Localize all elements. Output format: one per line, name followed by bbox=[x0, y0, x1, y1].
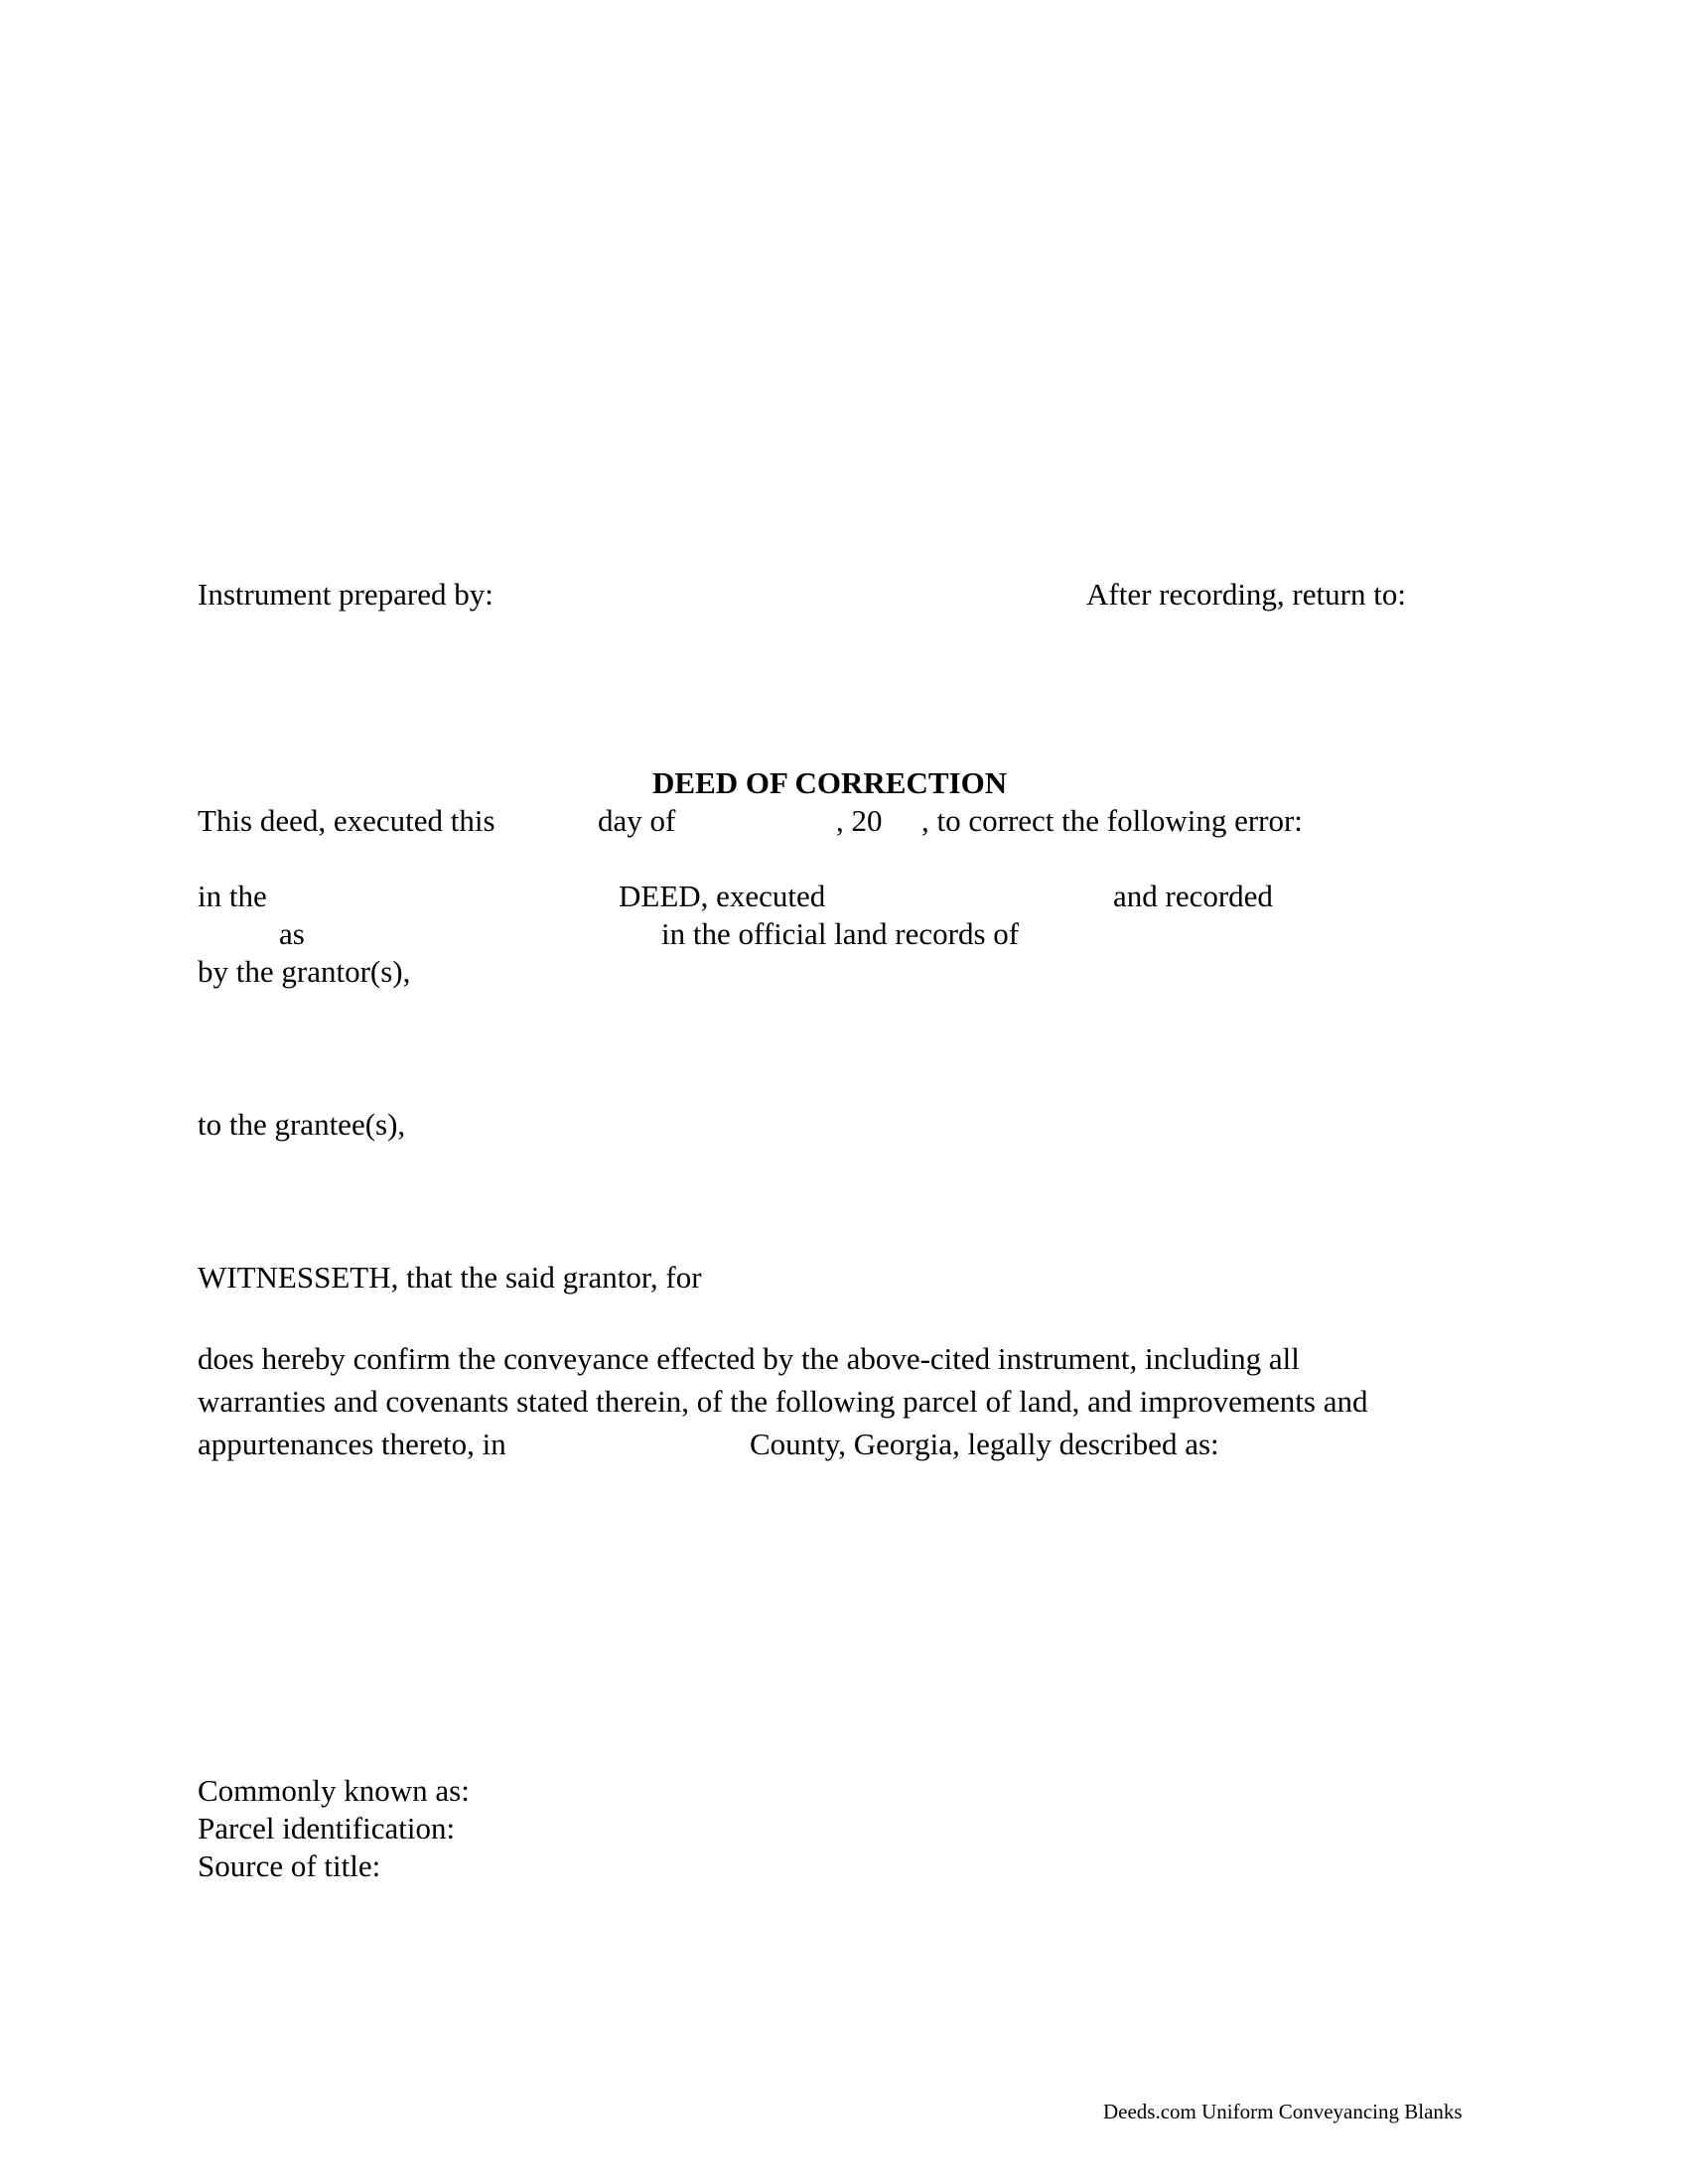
in-the-text: in the bbox=[198, 879, 267, 913]
parcel-id-label: Parcel identification: bbox=[198, 1811, 456, 1845]
year-prefix-text: , 20 bbox=[836, 803, 883, 838]
document-title: DEED OF CORRECTION bbox=[652, 765, 1008, 800]
body-line-1: does hereby confirm the conveyance effected by the above-cited instrument, including all bbox=[198, 1341, 1300, 1376]
grantee-text: to the grantee(s), bbox=[198, 1107, 406, 1142]
day-of-text: day of bbox=[598, 803, 676, 838]
return-to-label: After recording, return to: bbox=[1086, 577, 1406, 612]
executed-this-text: This deed, executed this bbox=[198, 803, 495, 838]
prepared-by-label: Instrument prepared by: bbox=[198, 577, 493, 612]
deed-executed-text: DEED, executed bbox=[619, 879, 826, 913]
commonly-known-label: Commonly known as: bbox=[198, 1773, 470, 1808]
source-of-title-label: Source of title: bbox=[198, 1848, 381, 1883]
official-records-text: in the official land records of bbox=[661, 916, 1020, 951]
witnesseth-text: WITNESSETH, that the said grantor, for bbox=[198, 1260, 702, 1295]
as-text: as bbox=[279, 916, 305, 951]
body-line-3-start: appurtenances thereto, in bbox=[198, 1427, 506, 1461]
correct-error-text: , to correct the following error: bbox=[921, 803, 1303, 838]
by-grantor-text: by the grantor(s), bbox=[198, 954, 411, 989]
footer-text: Deeds.com Uniform Conveyancing Blanks bbox=[1103, 2100, 1463, 2123]
body-line-3-end: County, Georgia, legally described as: bbox=[750, 1427, 1219, 1461]
and-recorded-text: and recorded bbox=[1113, 879, 1273, 913]
body-line-2: warranties and covenants stated therein, of the following parcel of land, and improvements and bbox=[198, 1384, 1368, 1419]
